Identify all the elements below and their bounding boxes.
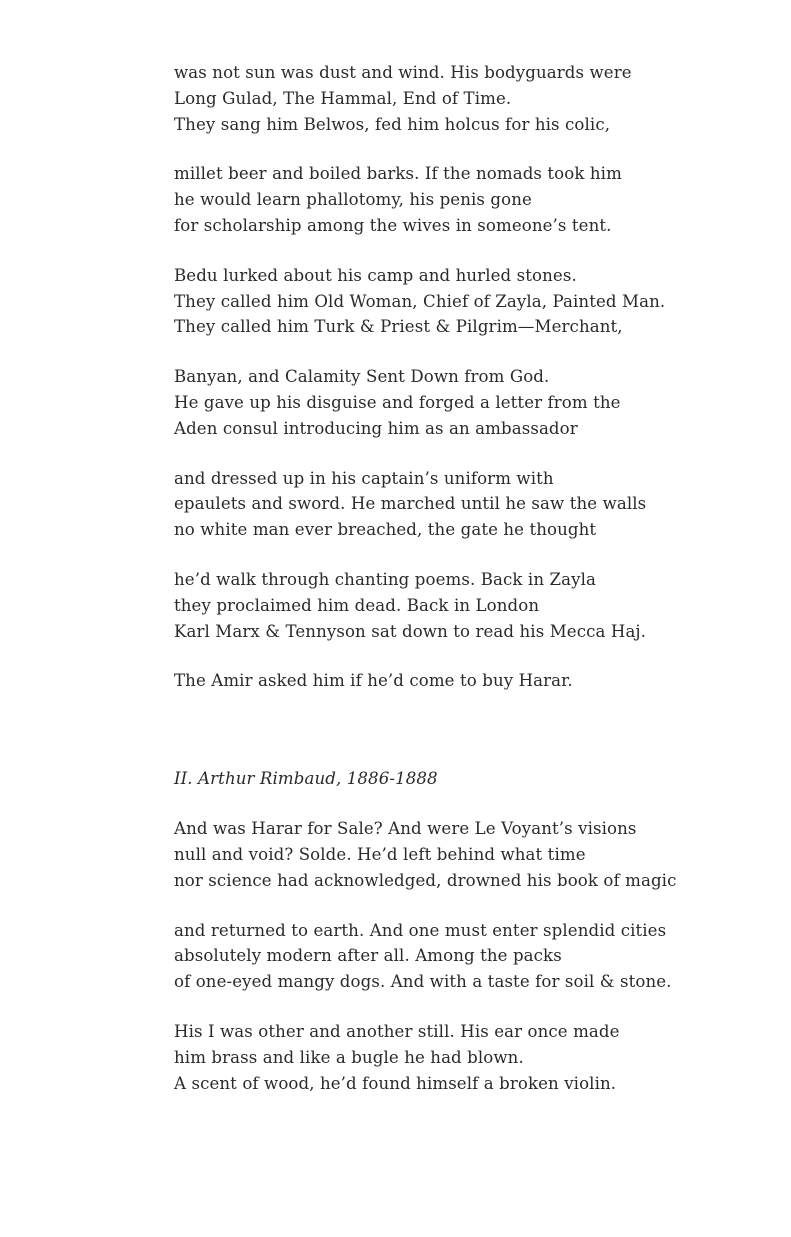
poem-line: Bedu lurked about his camp and hurled stones. xyxy=(174,265,577,285)
poem-line: And was Harar for Sale? And were Le Voyant’s visions xyxy=(174,819,637,839)
poem-line: He gave up his disguise and forged a letter from the xyxy=(174,392,621,412)
poem-line: Banyan, and Calamity Sent Down from God. xyxy=(174,367,550,387)
poem-line: and dressed up in his captain’s uniform with xyxy=(174,468,554,488)
poem-line: millet beer and boiled barks. If the nomads took him xyxy=(174,164,622,184)
poem-line: His I was other and another still. His ear once made xyxy=(174,1021,620,1041)
stanza xyxy=(174,60,774,137)
poem-line: was not sun was dust and wind. His bodyguards were xyxy=(174,63,632,82)
poem-line: he would learn phallotomy, his penis gone xyxy=(174,190,532,210)
poem-line: They called him Turk & Priest & Pilgrim—Merchant, xyxy=(174,317,623,337)
poem-line: The Amir asked him if he’d come to buy Harar. xyxy=(174,671,573,691)
part-two xyxy=(174,816,774,1096)
poem-line: they proclaimed him dead. Back in London xyxy=(174,595,540,615)
stanza xyxy=(174,466,774,543)
stanza xyxy=(174,161,774,238)
poem-line: for scholarship among the wives in someone’s tent. xyxy=(174,215,612,235)
poem-line: Long Gulad, The Hammal, End of Time. xyxy=(174,88,512,108)
part-one xyxy=(174,60,774,694)
stanza xyxy=(174,918,774,995)
poem-line: null and void? Solde. He’d left behind what time xyxy=(174,844,586,864)
poem-line: They called him Old Woman, Chief of Zayla, Painted Man. xyxy=(174,291,666,311)
poem-line: Aden consul introducing him as an ambassador xyxy=(174,418,578,438)
poem-line: nor science had acknowledged, drowned his book of magic xyxy=(174,870,677,890)
stanza xyxy=(174,364,774,441)
poem-line: They sang him Belwos, fed him holcus for his colic, xyxy=(174,114,611,134)
stanza xyxy=(174,668,774,694)
poem-line: of one-eyed mangy dogs. And with a taste for soil & stone. xyxy=(174,972,672,992)
poem-line: absolutely modern after all. Among the packs xyxy=(174,946,562,966)
poem-line: Karl Marx & Tennyson sat down to read his Mecca Haj. xyxy=(174,621,647,641)
poem-page xyxy=(174,60,774,1120)
stanza xyxy=(174,1019,774,1096)
section-title: II. Arthur Rimbaud, 1886-1888 xyxy=(174,769,438,789)
poem-line: A scent of wood, he’d found himself a broken violin. xyxy=(174,1073,617,1093)
poem-line: no white man ever breached, the gate he thought xyxy=(174,520,597,540)
poem-line: him brass and like a bugle he had blown. xyxy=(174,1047,524,1067)
stanza xyxy=(174,567,774,644)
stanza xyxy=(174,816,774,893)
stanza xyxy=(174,263,774,340)
poem-line: he’d walk through chanting poems. Back in Zayla xyxy=(174,569,596,589)
poem-line: and returned to earth. And one must enter splendid cities xyxy=(174,920,667,940)
poem-line: epaulets and sword. He marched until he saw the walls xyxy=(174,494,647,514)
